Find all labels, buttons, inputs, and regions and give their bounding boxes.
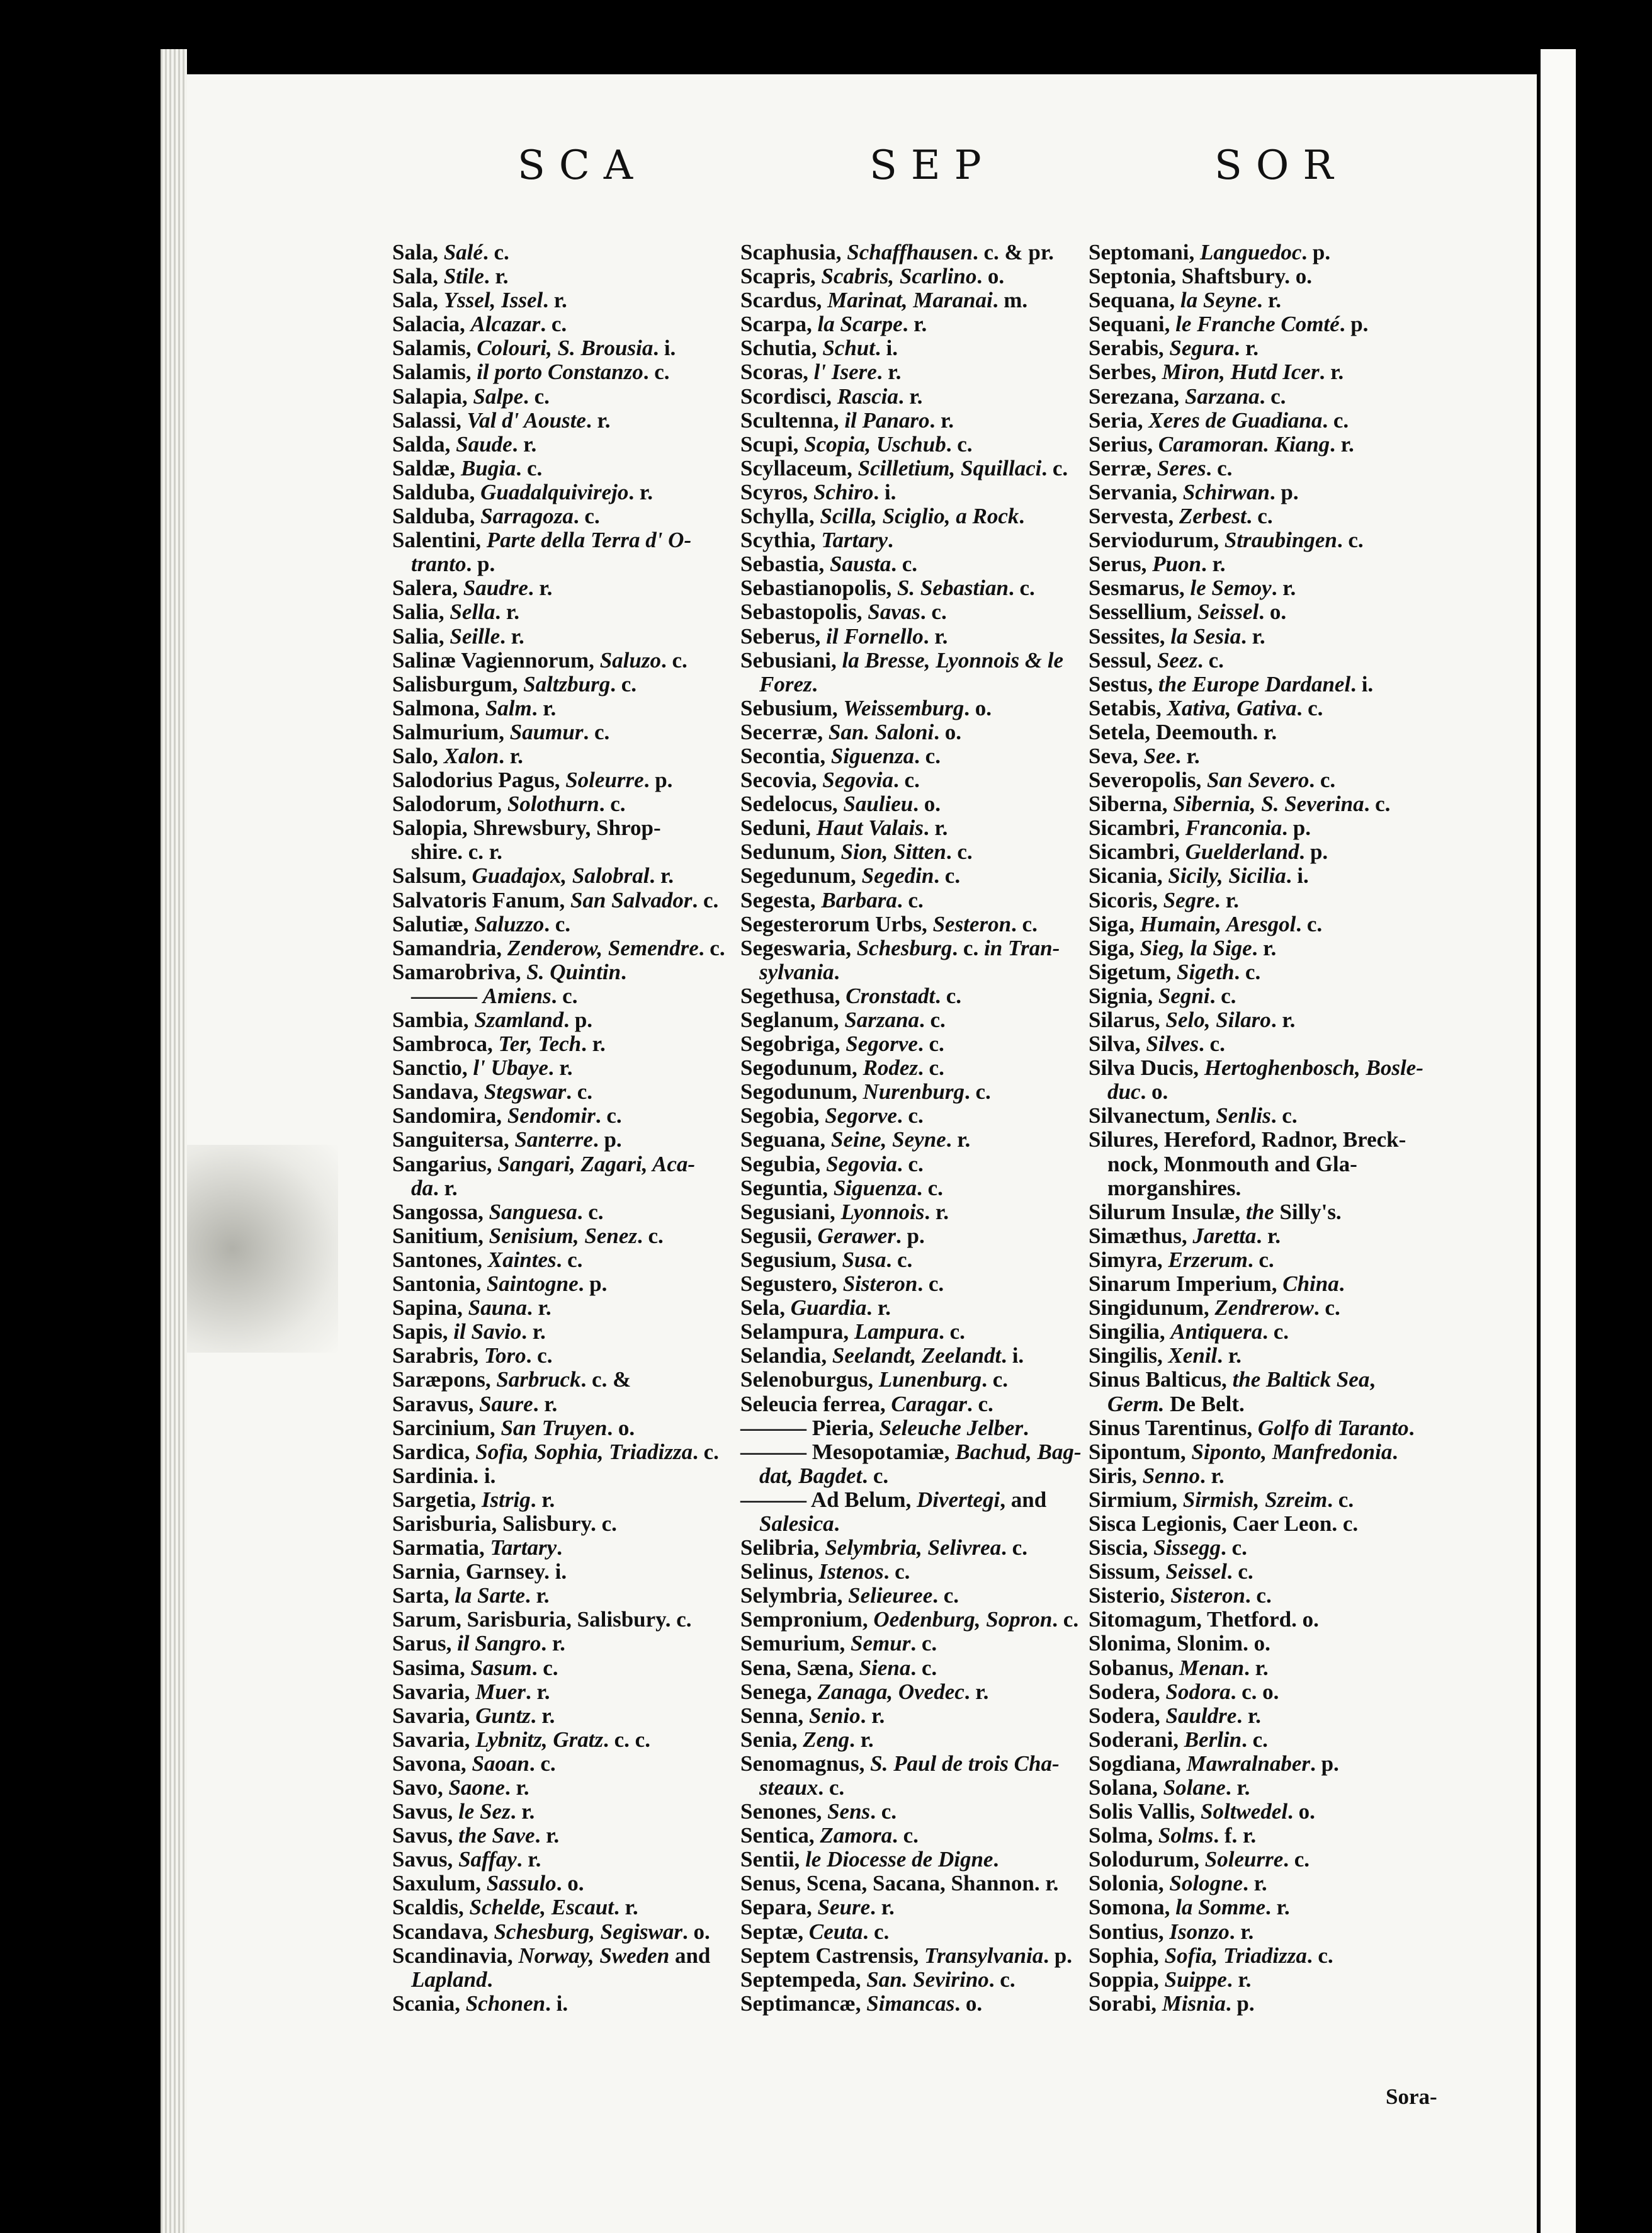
gazetteer-entry: Scupi, Scopia, Uschub. c. xyxy=(740,431,973,457)
gazetteer-entry: Sogdiana, Mawralnaber. p. xyxy=(1089,1751,1339,1776)
gazetteer-entry: Selampura, Lampura. c. xyxy=(740,1319,965,1344)
gazetteer-entry: Salesica. xyxy=(759,1511,840,1536)
gazetteer-entry: Scaldis, Schelde, Escaut. r. xyxy=(392,1895,638,1920)
gazetteer-entry: Sanitium, Senisium, Senez. c. xyxy=(392,1223,664,1248)
gazetteer-entry: Santones, Xaintes. c. xyxy=(392,1247,583,1272)
gazetteer-entry: Solonia, Sologne. r. xyxy=(1089,1871,1267,1896)
gazetteer-entry: Sarabris, Toro. c. xyxy=(392,1343,553,1368)
gazetteer-entry: Salduba, Guadalquivirejo. r. xyxy=(392,479,653,504)
gazetteer-entry: Sena, Sæna, Siena. c. xyxy=(740,1655,937,1680)
gazetteer-entry: Septem Castrensis, Transylvania. p. xyxy=(740,1943,1072,1968)
gazetteer-entry: Sasima, Sasum. c. xyxy=(392,1655,558,1680)
gazetteer-entry: Salutiæ, Saluzzo. c. xyxy=(392,911,571,936)
gazetteer-entry: Saravus, Saure. r. xyxy=(392,1391,558,1416)
gazetteer-entry: Solis Vallis, Soltwedel. o. xyxy=(1089,1799,1315,1824)
gazetteer-entry: morganshires. xyxy=(1107,1175,1242,1200)
gazetteer-entry: Sapina, Sauna. r. xyxy=(392,1295,552,1321)
gazetteer-entry: Salinæ Vagiennorum, Saluzo. c. xyxy=(392,647,687,673)
gazetteer-entry: Sophia, Sofia, Triadizza. c. xyxy=(1089,1943,1333,1968)
gazetteer-entry: Salamis, Colouri, S. Brousia. i. xyxy=(392,336,676,361)
gazetteer-entry: Schylla, Scilla, Sciglio, a Rock. xyxy=(740,504,1025,529)
gazetteer-entry: Serus, Puon. r. xyxy=(1089,552,1226,577)
gazetteer-entry: Sicania, Sicily, Sicilia. i. xyxy=(1089,863,1309,889)
gazetteer-entry: Septæ, Ceuta. c. xyxy=(740,1919,890,1944)
gazetteer-entry: Sissum, Seissel. c. xyxy=(1089,1559,1253,1584)
gazetteer-entry: Salacia, Alcazar. c. xyxy=(392,312,567,337)
gazetteer-entry: Segusium, Susa. c. xyxy=(740,1247,913,1272)
gazetteer-entry: Senega, Zanaga, Ovedec. r. xyxy=(740,1679,989,1704)
gazetteer-entry: Salia, Seille. r. xyxy=(392,623,524,649)
gazetteer-entry: Sarus, il Sangro. r. xyxy=(392,1631,565,1656)
gazetteer-entry: Scyros, Schiro. i. xyxy=(740,479,897,504)
gazetteer-entry: Salodorius Pagus, Soleurre. p. xyxy=(392,768,673,793)
gazetteer-entry: shire. c. r. xyxy=(411,839,502,865)
gazetteer-entry: Schutia, Schut. i. xyxy=(740,336,898,361)
gazetteer-entry: Seduni, Haut Valais. r. xyxy=(740,815,948,841)
gazetteer-entry: Saldæ, Bugia. c. xyxy=(392,455,543,480)
gazetteer-entry: ——— Ad Belum, Divertegi, and xyxy=(740,1487,1047,1512)
gazetteer-entry: Scultenna, il Panaro. r. xyxy=(740,407,954,433)
gazetteer-entry: Scandava, Schesburg, Segiswar. o. xyxy=(392,1919,710,1944)
gazetteer-entry: Servesta, Zerbest. c. xyxy=(1089,504,1273,529)
gazetteer-entry: Samandria, Zenderow, Semendre. c. xyxy=(392,935,725,960)
gazetteer-entry: Silures, Hereford, Radnor, Breck- xyxy=(1089,1127,1406,1152)
gazetteer-entry: Sicambri, Franconia. p. xyxy=(1089,815,1311,841)
gazetteer-entry: Somona, la Somme. r. xyxy=(1089,1895,1290,1920)
gazetteer-entry: Selenoburgus, Lunenburg. c. xyxy=(740,1367,1008,1392)
gazetteer-entry: Salassi, Val d' Aouste. r. xyxy=(392,407,611,433)
gazetteer-entry: Sangossa, Sanguesa. c. xyxy=(392,1199,604,1224)
gazetteer-column-1 xyxy=(392,241,732,2016)
column-header-sca: SCA xyxy=(518,142,647,189)
facing-page-edge xyxy=(1541,49,1576,2233)
gazetteer-entry: Senia, Zeng. r. xyxy=(740,1727,874,1752)
gazetteer-entry: Septonia, Shaftsbury. o. xyxy=(1089,264,1312,289)
gazetteer-entry: Salodorum, Solothurn. c. xyxy=(392,792,626,817)
gazetteer-entry: Septimancæ, Simancas. o. xyxy=(740,1991,983,2016)
gazetteer-entry: Sanctio, l' Ubaye. r. xyxy=(392,1055,573,1081)
gazetteer-entry: Sardinia. i. xyxy=(392,1463,496,1488)
gazetteer-entry: Salopia, Shrewsbury, Shrop- xyxy=(392,815,661,841)
gazetteer-entry: Savaria, Guntz. r. xyxy=(392,1703,555,1728)
gazetteer-entry: Sempronium, Oedenburg, Sopron. c. xyxy=(740,1607,1079,1632)
gazetteer-entry: Savus, the Save. r. xyxy=(392,1823,560,1848)
gazetteer-entry: Salvatoris Fanum, San Salvador. c. xyxy=(392,887,719,912)
gazetteer-entry: Scandinavia, Norway, Sweden and xyxy=(392,1943,711,1968)
gazetteer-entry: Senones, Sens. c. xyxy=(740,1799,897,1824)
gazetteer-entry: Simyra, Erzerum. c. xyxy=(1089,1247,1274,1272)
gazetteer-entry: Saræpons, Sarbruck. c. & xyxy=(392,1367,631,1392)
gazetteer-entry: Salda, Saude. r. xyxy=(392,431,537,457)
gazetteer-entry: Siga, Sieg, la Sige. r. xyxy=(1089,935,1277,960)
gazetteer-entry: Sala, Salé. c. xyxy=(392,240,509,264)
gazetteer-entry: Sorabi, Misnia. p. xyxy=(1089,1991,1255,2016)
gazetteer-entry: Savus, le Sez. r. xyxy=(392,1799,535,1824)
gazetteer-entry: Solana, Solane. r. xyxy=(1089,1775,1250,1800)
gazetteer-entry: Setela, Deemouth. r. xyxy=(1089,719,1277,744)
gazetteer-entry: Samarobriva, S. Quintin. xyxy=(392,959,626,984)
gazetteer-entry: Singilis, Xenil. r. xyxy=(1089,1343,1242,1368)
gazetteer-entry: Sedunum, Sion, Sitten. c. xyxy=(740,839,973,865)
gazetteer-entry: Scardus, Marinat, Maranai. m. xyxy=(740,288,1028,313)
gazetteer-entry: Siga, Humain, Aresgol. c. xyxy=(1089,911,1323,936)
gazetteer-entry: Sebastia, Sausta. c. xyxy=(740,552,918,577)
column-header-sor: SOR xyxy=(1214,142,1347,189)
gazetteer-entry: Serezana, Sarzana. c. xyxy=(1089,384,1286,409)
book-page xyxy=(161,49,1576,2233)
gazetteer-entry: Segusii, Gerawer. p. xyxy=(740,1223,925,1248)
gazetteer-entry: Salentini, Parte della Terra d' O- xyxy=(392,528,692,553)
gazetteer-entry: Salmona, Salm. r. xyxy=(392,695,557,720)
gazetteer-entry: Segethusa, Cronstadt. c. xyxy=(740,983,962,1008)
scan-top-border xyxy=(161,49,1576,74)
gazetteer-entry: Serius, Caramoran. Kiang. r. xyxy=(1089,431,1354,457)
gazetteer-entry: Seberus, il Fornello. r. xyxy=(740,623,948,649)
gazetteer-entry: Sinus Balticus, the Baltick Sea, xyxy=(1089,1367,1376,1392)
gazetteer-column-2 xyxy=(740,241,1080,2016)
gazetteer-entry: Segubia, Segovia. c. xyxy=(740,1151,924,1176)
gazetteer-entry: dat, Bagdet. c. xyxy=(759,1463,889,1488)
gazetteer-entry: Savaria, Lybnitz, Gratz. c. c. xyxy=(392,1727,650,1752)
gazetteer-entry: Signia, Segni. c. xyxy=(1089,983,1236,1008)
gazetteer-entry: Singidunum, Zendrerow. c. xyxy=(1089,1295,1340,1321)
gazetteer-entry: nock, Monmouth and Gla- xyxy=(1107,1151,1357,1176)
gazetteer-entry: Silurum Insulæ, the Silly's. xyxy=(1089,1199,1342,1224)
gazetteer-entry: Segustero, Sisteron. c. xyxy=(740,1271,944,1297)
gazetteer-entry: Seva, See. r. xyxy=(1089,743,1200,768)
gazetteer-entry: Sobanus, Menan. r. xyxy=(1089,1655,1269,1680)
gazetteer-entry: Salo, Xalon. r. xyxy=(392,743,523,768)
gazetteer-entry: Soppia, Suippe. r. xyxy=(1089,1967,1252,1992)
gazetteer-entry: Secerræ, San. Saloni. o. xyxy=(740,719,961,744)
gazetteer-entry: Secontia, Siguenza. c. xyxy=(740,743,941,768)
gazetteer-entry: Savo, Saone. r. xyxy=(392,1775,529,1800)
gazetteer-entry: Sequani, le Franche Comté. p. xyxy=(1089,312,1369,337)
gazetteer-entry: Silvanectum, Senlis. c. xyxy=(1089,1103,1298,1128)
catchword: Sora- xyxy=(1386,2084,1437,2109)
gazetteer-entry: Sequana, la Seyne. r. xyxy=(1089,288,1281,313)
gazetteer-entry: Scordisci, Rascia. r. xyxy=(740,384,923,409)
gazetteer-entry: Sapis, il Savio. r. xyxy=(392,1319,546,1344)
gazetteer-entry: Sambroca, Ter, Tech. r. xyxy=(392,1031,606,1057)
gazetteer-entry: Scania, Schonen. i. xyxy=(392,1991,569,2016)
gazetteer-entry: ——— Amiens. c. xyxy=(411,983,578,1008)
gazetteer-entry: Savus, Saffay. r. xyxy=(392,1847,541,1872)
gazetteer-entry: Salmurium, Saumur. c. xyxy=(392,719,610,744)
gazetteer-entry: Sirmium, Sirmish, Szreim. c. xyxy=(1089,1487,1354,1512)
gazetteer-entry: Solodurum, Soleurre. c. xyxy=(1089,1847,1310,1872)
gazetteer-entry: Sessites, la Sesia. r. xyxy=(1089,623,1265,649)
gazetteer-entry: Serviodurum, Straubingen. c. xyxy=(1089,528,1364,553)
gazetteer-entry: Selibria, Selymbria, Selivrea. c. xyxy=(740,1535,1027,1560)
gazetteer-entry: Sodera, Sauldre. r. xyxy=(1089,1703,1261,1728)
page-edge-stack xyxy=(161,49,187,2233)
gazetteer-entry: Seguana, Seine, Seyne. r. xyxy=(740,1127,971,1152)
gazetteer-column-3 xyxy=(1089,241,1429,2016)
gazetteer-entry: steaux. c. xyxy=(759,1775,845,1800)
gazetteer-entry: Salia, Sella. r. xyxy=(392,599,519,625)
gazetteer-entry: Sicambri, Guelderland. p. xyxy=(1089,839,1328,865)
gazetteer-entry: Sanguitersa, Santerre. p. xyxy=(392,1127,622,1152)
gazetteer-entry: Siris, Senno. r. xyxy=(1089,1463,1225,1488)
gazetteer-entry: Sinarum Imperium, China. xyxy=(1089,1271,1345,1297)
gazetteer-entry: Sitomagum, Thetford. o. xyxy=(1089,1607,1319,1632)
gazetteer-entry: Sodera, Sodora. c. o. xyxy=(1089,1679,1279,1704)
gazetteer-entry: Separa, Seure. r. xyxy=(740,1895,895,1920)
gazetteer-entry: Segeswaria, Schesburg. c. in Tran- xyxy=(740,935,1060,960)
gazetteer-entry: Salapia, Salpe. c. xyxy=(392,384,550,409)
gazetteer-entry: Lapland. xyxy=(411,1967,493,1992)
gazetteer-entry: Sebusiani, la Bresse, Lyonnois & le xyxy=(740,647,1064,673)
gazetteer-entry: Savaria, Muer. r. xyxy=(392,1679,550,1704)
gazetteer-entry: Sardica, Sofia, Sophia, Triadizza. c. xyxy=(392,1439,719,1464)
gazetteer-entry: Selandia, Seelandt, Zeelandt. i. xyxy=(740,1343,1024,1368)
gazetteer-entry: Severopolis, San Severo. c. xyxy=(1089,768,1336,793)
gazetteer-entry: Sipontum, Siponto, Manfredonia. xyxy=(1089,1439,1398,1464)
gazetteer-entry: Sarisburia, Salisbury. c. xyxy=(392,1511,617,1536)
gazetteer-entry: Salduba, Sarragoza. c. xyxy=(392,504,600,529)
gazetteer-entry: Germ. De Belt. xyxy=(1107,1391,1245,1416)
gazetteer-entry: Scaphusia, Schaffhausen. c. & pr. xyxy=(740,240,1054,264)
gazetteer-entry: Serbes, Miron, Hutd Icer. r. xyxy=(1089,360,1344,385)
gazetteer-entry: Saxulum, Sassulo. o. xyxy=(392,1871,584,1896)
gazetteer-entry: Sarnia, Garnsey. i. xyxy=(392,1559,567,1584)
gazetteer-entry: Segodunum, Rodez. c. xyxy=(740,1055,944,1081)
gazetteer-entry: da. r. xyxy=(411,1175,458,1200)
gazetteer-entry: Simæthus, Jaretta. r. xyxy=(1089,1223,1281,1248)
gazetteer-entry: Scoras, l' Isere. r. xyxy=(740,360,902,385)
gazetteer-entry: Serræ, Seres. c. xyxy=(1089,455,1233,480)
gazetteer-entry: Sala, Stile. r. xyxy=(392,264,509,289)
gazetteer-entry: duc. o. xyxy=(1107,1079,1168,1105)
gazetteer-entry: Sambia, Szamland. p. xyxy=(392,1008,593,1032)
gazetteer-entry: Savona, Saoan. c. xyxy=(392,1751,556,1776)
gazetteer-entry: Seria, Xeres de Guadiana. c. xyxy=(1089,407,1349,433)
gazetteer-entry: Segusiani, Lyonnois. r. xyxy=(740,1199,949,1224)
gazetteer-entry: Sandomira, Sendomir. c. xyxy=(392,1103,622,1128)
gazetteer-entry: Sala, Yssel, Issel. r. xyxy=(392,288,567,313)
gazetteer-entry: Sinus Tarentinus, Golfo di Taranto. xyxy=(1089,1415,1415,1440)
gazetteer-entry: Segedunum, Segedin. c. xyxy=(740,863,961,889)
gazetteer-entry: Sesmarus, le Semoy. r. xyxy=(1089,576,1296,601)
gazetteer-entry: Segodunum, Nurenburg. c. xyxy=(740,1079,991,1105)
gazetteer-entry: Servania, Schirwan. p. xyxy=(1089,479,1299,504)
gazetteer-entry: Silva Ducis, Hertoghenbosch, Bosle- xyxy=(1089,1055,1423,1081)
gazetteer-entry: Sela, Guardia. r. xyxy=(740,1295,891,1321)
gazetteer-entry: Sarum, Sarisburia, Salisbury. c. xyxy=(392,1607,692,1632)
gazetteer-entry: Silarus, Selo, Silaro. r. xyxy=(1089,1008,1296,1032)
gazetteer-entry: Scapris, Scabris, Scarlino. o. xyxy=(740,264,1005,289)
gazetteer-entry: Slonima, Slonim. o. xyxy=(1089,1631,1270,1656)
gazetteer-entry: Selymbria, Selieuree. c. xyxy=(740,1583,959,1608)
gazetteer-entry: Sedelocus, Saulieu. o. xyxy=(740,792,941,817)
column-header-sep: SEP xyxy=(869,142,995,189)
gazetteer-entry: Sebastopolis, Savas. c. xyxy=(740,599,947,625)
gazetteer-entry: Solma, Solms. f. r. xyxy=(1089,1823,1257,1848)
gazetteer-entry: Senna, Senio. r. xyxy=(740,1703,885,1728)
gazetteer-entry: Sontius, Isonzo. r. xyxy=(1089,1919,1254,1944)
gazetteer-entry: Sisca Legionis, Caer Leon. c. xyxy=(1089,1511,1359,1536)
gazetteer-entry: Senus, Scena, Sacana, Shannon. r. xyxy=(740,1871,1059,1896)
gazetteer-entry: Sarmatia, Tartary. xyxy=(392,1535,562,1560)
gazetteer-entry: Salera, Saudre. r. xyxy=(392,576,553,601)
gazetteer-entry: Scyllaceum, Scilletium, Squillaci. c. xyxy=(740,455,1068,480)
gazetteer-entry: Singilia, Antiquera. c. xyxy=(1089,1319,1289,1344)
gazetteer-entry: ——— Pieria, Seleuche Jelber. xyxy=(740,1415,1029,1440)
gazetteer-entry: Sentii, le Diocesse de Digne. xyxy=(740,1847,999,1872)
gazetteer-entry: Septempeda, San. Sevirino. c. xyxy=(740,1967,1016,1992)
gazetteer-entry: Sarta, la Sarte. r. xyxy=(392,1583,550,1608)
gazetteer-entry: Sigetum, Sigeth. c. xyxy=(1089,959,1261,984)
gazetteer-entry: Setabis, Xativa, Gativa. c. xyxy=(1089,695,1323,720)
gazetteer-entry: tranto. p. xyxy=(411,552,495,577)
gazetteer-entry: Santonia, Saintogne. p. xyxy=(392,1271,608,1297)
gazetteer-entry: Segesta, Barbara. c. xyxy=(740,887,924,912)
gazetteer-entry: Sicoris, Segre. r. xyxy=(1089,887,1239,912)
gazetteer-entry: Sisterio, Sisteron. c. xyxy=(1089,1583,1272,1608)
gazetteer-entry: Sargetia, Istrig. r. xyxy=(392,1487,555,1512)
gazetteer-entry: Scarpa, la Scarpe. r. xyxy=(740,312,927,337)
gazetteer-entry: Sessul, Seez. c. xyxy=(1089,647,1224,673)
gazetteer-entry: Segobia, Segorve. c. xyxy=(740,1103,924,1128)
gazetteer-entry: Sebusium, Weissemburg. o. xyxy=(740,695,992,720)
gazetteer-entry: Sandava, Stegswar. c. xyxy=(392,1079,593,1105)
gazetteer-entry: Siscia, Sissegg. c. xyxy=(1089,1535,1247,1560)
gazetteer-entry: Salsum, Guadajox, Salobral. r. xyxy=(392,863,674,889)
gazetteer-entry: Secovia, Segovia. c. xyxy=(740,768,920,793)
gazetteer-entry: Sebastianopolis, S. Sebastian. c. xyxy=(740,576,1035,601)
gazetteer-entry: Seglanum, Sarzana. c. xyxy=(740,1008,946,1032)
gazetteer-entry: Scythia, Tartary. xyxy=(740,528,893,553)
gazetteer-entry: Sangarius, Sangari, Zagari, Aca- xyxy=(392,1151,696,1176)
gazetteer-entry: Seguntia, Siguenza. c. xyxy=(740,1175,943,1200)
gazetteer-entry: Salisburgum, Saltzburg. c. xyxy=(392,671,637,696)
gazetteer-entry: sylvania. xyxy=(759,959,840,984)
gazetteer-entry: Serabis, Segura. r. xyxy=(1089,336,1259,361)
gazetteer-entry: Siberna, Sibernia, S. Severina. c. xyxy=(1089,792,1391,817)
gazetteer-entry: Sentica, Zamora. c. xyxy=(740,1823,919,1848)
gazetteer-entry: Sarcinium, San Truyen. o. xyxy=(392,1415,635,1440)
gazetteer-entry: Segesterorum Urbs, Sesteron. c. xyxy=(740,911,1038,936)
gazetteer-entry: Salamis, il porto Constanzo. c. xyxy=(392,360,670,385)
gazetteer-entry: Septomani, Languedoc. p. xyxy=(1089,240,1331,264)
gazetteer-entry: Semurium, Semur. c. xyxy=(740,1631,937,1656)
gazetteer-entry: Senomagnus, S. Paul de trois Cha- xyxy=(740,1751,1060,1776)
gazetteer-entry: Silva, Silves. c. xyxy=(1089,1031,1225,1057)
gazetteer-entry: Sessellium, Seissel. o. xyxy=(1089,599,1287,625)
gazetteer-entry: Segobriga, Segorve. c. xyxy=(740,1031,944,1057)
gazetteer-entry: Sestus, the Europe Dardanel. i. xyxy=(1089,671,1374,696)
gazetteer-entry: ——— Mesopotamiæ, Bachud, Bag- xyxy=(740,1439,1082,1464)
gazetteer-entry: Seleucia ferrea, Caragar. c. xyxy=(740,1391,993,1416)
page-stain xyxy=(187,1145,338,1353)
gazetteer-entry: Forez. xyxy=(759,671,818,696)
gazetteer-entry: Soderani, Berlin. c. xyxy=(1089,1727,1268,1752)
gazetteer-entry: Selinus, Istenos. c. xyxy=(740,1559,910,1584)
